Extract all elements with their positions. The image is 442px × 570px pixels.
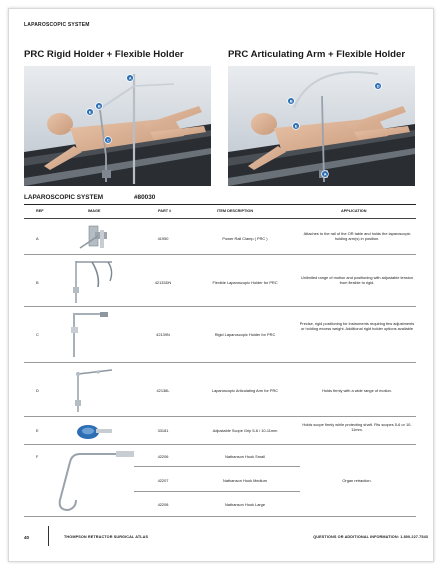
rigid-holder-thumbnail (66, 309, 116, 359)
photo-rigid-holder-setup (24, 66, 211, 186)
section-label: LAPAROSCOPIC SYSTEM (24, 22, 90, 28)
table-header-rule (24, 218, 416, 219)
row-ref: E (36, 428, 39, 433)
svg-text:A: A (128, 75, 132, 81)
row-description: Nathanson Hook Large (224, 502, 265, 507)
row-application: Organ retraction. (342, 478, 372, 483)
row-part: 42139N (156, 332, 170, 337)
row-part: 42138L (156, 388, 170, 393)
row-part: 41950 (157, 236, 169, 241)
row-description: Nathanson Hook Medium (223, 478, 267, 483)
row-application: Holds scope firmly while protecting shaft. Fits scopes 5-6 or 10-11mm. (302, 422, 412, 433)
svg-text:E: E (294, 123, 298, 129)
badge-c (105, 137, 112, 144)
headline-articulating-flexible: PRC Articulating Arm + Flexible Holder (228, 49, 406, 60)
col-head-application: APPLICATION (341, 209, 367, 213)
row-part: 42208 (157, 502, 169, 507)
row-description: Flexible Laparoscopic Holder for PRC (212, 280, 278, 285)
row-ref: C (36, 332, 39, 337)
page-number: 40 (24, 535, 30, 540)
badge-b (288, 98, 295, 105)
badge-e (293, 123, 300, 130)
row-description: Adjustable Scope Grip 5-6 / 10-11mm (212, 428, 278, 433)
scope-grip-thumbnail (74, 418, 114, 442)
svg-text:D: D (376, 83, 380, 89)
headline-rigid-flexible: PRC Rigid Holder + Flexible Holder (24, 49, 184, 60)
badge-d (375, 83, 382, 90)
flexible-holder-thumbnail (70, 257, 120, 305)
row-divider (134, 466, 300, 467)
badge-b (96, 103, 103, 110)
row-divider (24, 306, 416, 307)
row-application: Precise, rigid positioning for instruments requiring few adjustments or holding excess weight. Additional rigid holder options available (299, 321, 415, 332)
footer-atlas-title: THOMPSON RETRACTOR SURGICAL ATLAS (64, 535, 149, 539)
row-divider (134, 491, 300, 492)
badge-a (322, 171, 329, 178)
row-ref: D (36, 388, 39, 393)
badge-e (87, 109, 94, 116)
row-part: 33181 (157, 428, 169, 433)
row-divider (24, 362, 416, 363)
row-description: Laparoscopic Articulating Arm for PRC (211, 388, 279, 393)
row-application: Attaches to the rail of the OR table and holds the laparoscopic holding arm(s) in position. (303, 231, 411, 242)
col-head-ref: REF (36, 209, 44, 213)
footer-divider (48, 526, 49, 546)
svg-text:A: A (323, 171, 327, 177)
svg-text:B: B (97, 103, 101, 109)
row-description: Nathanson Hook Small (225, 454, 265, 459)
row-description: Rigid Laparoscopic Holder for PRC (214, 332, 276, 337)
row-part: 42207 (157, 478, 169, 483)
col-head-image: IMAGE (88, 209, 101, 213)
svg-text:B: B (289, 98, 293, 104)
row-application: Holds firmly with a wide range of motion. (322, 388, 392, 393)
row-application: Unlimited range of motion and positioning with adjustable tension from flexible to rigid. (300, 275, 414, 286)
row-ref: B (36, 280, 39, 285)
col-head-description: ITEM DESCRIPTION (217, 209, 254, 213)
prc-clamp-thumbnail (78, 222, 112, 254)
row-ref: A (36, 236, 39, 241)
badge-a (127, 75, 134, 82)
table-bottom-rule (24, 516, 416, 517)
row-description: Power Rail Clamp ( PRC ) (222, 236, 268, 241)
system-title-rule (24, 204, 416, 205)
row-part: 42133DN (154, 280, 172, 285)
svg-text:C: C (106, 137, 110, 143)
photo-articulating-arm-setup (228, 66, 415, 186)
col-head-part: PART # (158, 209, 172, 213)
row-part: 42206 (157, 454, 169, 459)
row-divider (24, 444, 416, 445)
system-catalog-number: #80030 (134, 194, 156, 201)
svg-text:E: E (88, 109, 92, 115)
system-title: LAPAROSCOPIC SYSTEM (24, 194, 104, 201)
articulating-arm-thumbnail (68, 366, 120, 414)
row-divider (24, 416, 416, 417)
row-ref: F (36, 454, 39, 459)
footer-contact: QUESTIONS OR ADDITIONAL INFORMATION: 1.800.227.7543 (313, 535, 428, 539)
row-divider (24, 254, 416, 255)
nathanson-hook-thumbnail (50, 446, 136, 516)
